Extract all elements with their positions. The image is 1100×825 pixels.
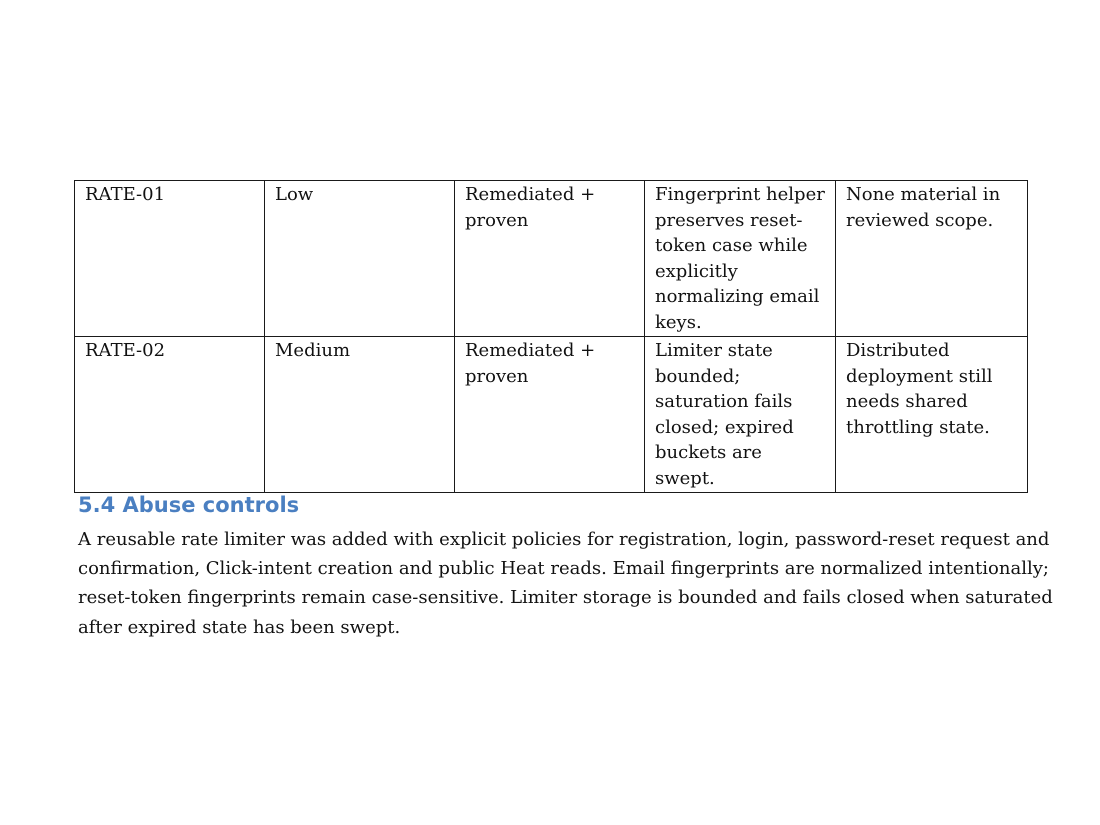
severity-cell [265, 181, 455, 337]
severity-cell [265, 337, 455, 493]
finding-id-cell [75, 181, 265, 337]
residual-line: Distributed [846, 340, 950, 361]
evidence-line: keys. [655, 311, 702, 333]
evidence-line: preserves reset- [655, 209, 803, 231]
finding-id: RATE-01 [85, 184, 166, 205]
evidence-line: closed; expired [655, 416, 794, 438]
table-row [75, 181, 1028, 337]
paragraph-line: A reusable rate limiter was added with explicit policies for registration, login, password-reset request and [78, 529, 1050, 550]
finding-id: RATE-02 [85, 340, 166, 361]
finding-id-cell [75, 337, 265, 493]
evidence-line: buckets are swept. [655, 442, 762, 489]
residual-cell [836, 337, 1028, 493]
table-row [75, 337, 1028, 493]
status-line: proven [465, 209, 529, 231]
residual-line: deployment still [846, 365, 993, 387]
severity: Low [275, 184, 314, 205]
evidence-line: bounded; [655, 365, 741, 387]
status-cell [455, 337, 645, 493]
residual-cell [836, 181, 1028, 337]
evidence-line: Limiter state [655, 340, 773, 361]
section-paragraph [78, 525, 1053, 642]
status-line: proven [465, 365, 529, 387]
evidence-line: Fingerprint helper [655, 184, 825, 205]
residual-line: throttling state. [846, 416, 990, 438]
section-heading: 5.4 Abuse controls [78, 493, 300, 517]
residual-line: reviewed scope. [846, 209, 994, 231]
status-line: Remediated + [465, 340, 596, 361]
evidence-line: normalizing email [655, 286, 820, 307]
evidence-line: token case while [655, 235, 808, 256]
findings-table [74, 180, 1028, 493]
status-line: Remediated + [465, 184, 596, 205]
evidence-line: saturation fails [655, 391, 793, 412]
evidence-cell [645, 181, 836, 337]
severity: Medium [275, 340, 351, 361]
paragraph-line: after expired state has been swept. [78, 616, 401, 638]
evidence-cell [645, 337, 836, 493]
residual-line: needs shared [846, 391, 968, 412]
evidence-line: explicitly [655, 260, 738, 282]
residual-line: None material in [846, 184, 1001, 205]
paragraph-line: confirmation, Click-intent creation and public Heat reads. Email fingerprints are normalized intentionally; [78, 558, 1049, 580]
status-cell [455, 181, 645, 337]
paragraph-line: reset-token fingerprints remain case-sensitive. Limiter storage is bounded and fails closed when saturated [78, 587, 1053, 609]
